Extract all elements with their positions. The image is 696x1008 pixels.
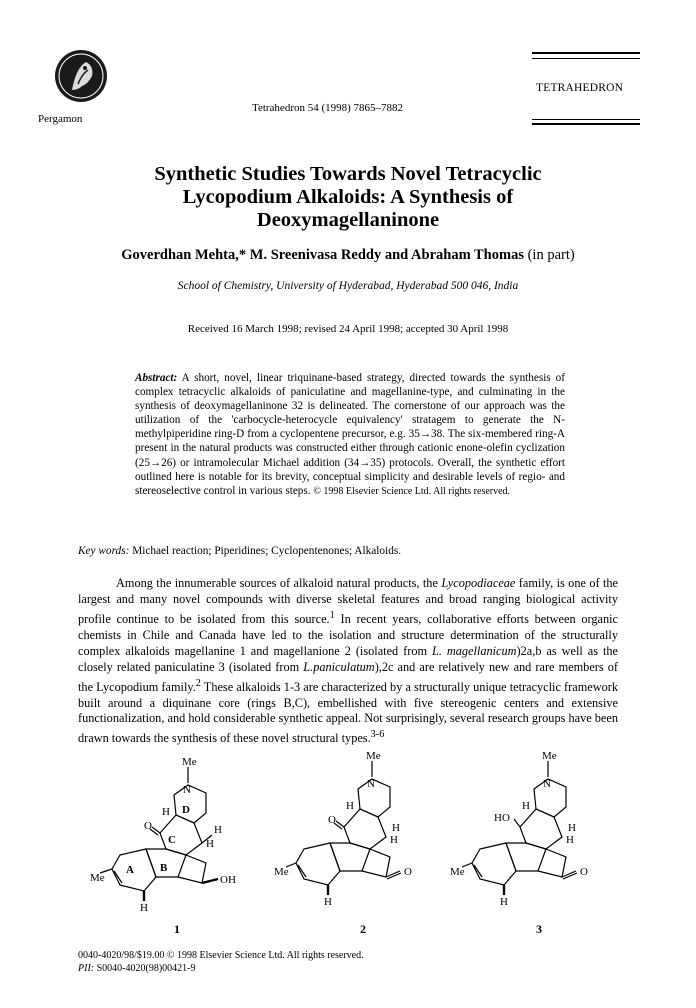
s1-n: N (183, 784, 191, 796)
body-text-d: as well as the closely related paniculatine 3 (isolated from (78, 643, 618, 674)
s1-h4: H (140, 902, 148, 914)
s2-n: N (367, 778, 375, 790)
body-text-f: These alkaloids 1-3 are characterized by a structurally unique tetracyclic framework built around a diquinane core (rings B,C), embellished with five stereogenic centers and extensive functionalization, and hold considerable synthetic appeal. Not surprisingly, several research groups have been drawn towards the synthesis of these novel structural types. (78, 679, 618, 746)
header-rule-top (532, 52, 640, 54)
s2-o1: O (328, 814, 336, 826)
s1-me-n: Me (182, 756, 197, 768)
s3-h4: H (500, 896, 508, 908)
title-line-3: Deoxymagellaninone (256, 209, 440, 231)
s1-ring-d: D (182, 804, 190, 816)
footer-pii-line (78, 962, 364, 975)
footer-pii-label: PII: (78, 963, 95, 974)
s2-h3: H (390, 834, 398, 846)
authors-note: (in part) (527, 247, 575, 263)
body-text-a: Among the innumerable sources of alkaloid natural products, the (116, 576, 442, 590)
body-species-1: L. magellanicum (432, 643, 517, 658)
structure-1 (90, 756, 236, 914)
ref-5: 3-6 (370, 729, 385, 741)
s2-h1: H (346, 800, 354, 812)
keywords-label: Key words: (78, 545, 130, 557)
s1-h3: H (206, 838, 214, 850)
ref-4: 2 (195, 677, 201, 689)
abstract (135, 371, 565, 499)
elsevier-tree-logo (42, 48, 120, 104)
s2-o2: O (404, 866, 412, 878)
structure-3-number: 3 (536, 922, 542, 936)
s3-h2: H (568, 822, 576, 834)
s1-oh: OH (220, 874, 236, 886)
journal-name: TETRAHEDRON (536, 82, 624, 94)
structure-2 (274, 750, 412, 908)
s3-n: N (543, 778, 551, 790)
keywords (78, 545, 401, 557)
received-dates: Received 16 March 1998; revised 24 April 1998; accepted 30 April 1998 (187, 323, 509, 335)
s3-me-n: Me (542, 750, 557, 762)
structure-3 (450, 750, 588, 908)
ref-1: 1 (329, 609, 335, 621)
s3-h3: H (566, 834, 574, 846)
body-text-b: family, is one of the largest and many novel compounds with diverse skeletal features and broad ranging biological activity profile continue to be isolated from this source. (78, 576, 618, 626)
body-family: Lycopodiaceae (441, 576, 516, 590)
body-text-c: In recent years, collaborative efforts between organic chemists in Chile and Canada have led to the isolation and structure determination of the structurally complex alkaloids magellanine 1 and magellanione 2 (isolated from (78, 611, 618, 658)
article-title (70, 163, 626, 232)
s2-me-c: Me (274, 866, 289, 878)
footer-issn: 0040-4020/98/$19.00 © 1998 Elsevier Science Ltd. All rights reserved. (78, 950, 364, 961)
affiliation: School of Chemistry, University of Hyderabad, Hyderabad 500 046, India (177, 280, 519, 292)
footer (78, 949, 364, 975)
abstract-copyright: © 1998 Elsevier Science Ltd. All rights reserved. (313, 485, 511, 497)
body-species-2: L.paniculatum (303, 659, 375, 674)
structure-2-number: 2 (360, 922, 366, 936)
author-list (70, 247, 626, 264)
s1-me-c: Me (90, 872, 105, 884)
keywords-text: Michael reaction; Piperidines; Cyclopentenones; Alkaloids. (132, 545, 402, 557)
ref-3: ),2c (374, 659, 394, 674)
s1-h2: H (214, 824, 222, 836)
s1-h1: H (162, 806, 170, 818)
s2-h4: H (324, 896, 332, 908)
header-rule-bottom-thin (532, 119, 640, 120)
structures-figure (90, 750, 620, 936)
journal-citation: Tetrahedron 54 (1998) 7865–7882 (252, 102, 404, 114)
ref-2: )2a,b (516, 643, 542, 658)
body-text-e: and are relatively new and rare members of the Lycopodium family. (78, 659, 618, 694)
s1-ring-c: C (168, 834, 176, 846)
title-line-1: Synthetic Studies Towards Novel Tetracyclic (154, 163, 542, 185)
title-line-2: Lycopodium Alkaloids: A Synthesis of (182, 186, 514, 208)
s1-ring-a: A (126, 864, 134, 876)
s3-ho: HO (494, 812, 510, 824)
s3-h1: H (522, 800, 530, 812)
s3-me-c: Me (450, 866, 465, 878)
structure-1-number: 1 (174, 922, 180, 936)
s1-ring-b: B (160, 862, 168, 874)
publisher-name: Pergamon (38, 113, 83, 125)
abstract-label: Abstract: (135, 372, 178, 384)
header-rule-top-thin (532, 58, 640, 59)
authors: Goverdhan Mehta,* M. Sreenivasa Reddy and Abraham Thomas (121, 247, 524, 263)
header-rule-bottom (532, 123, 640, 125)
s3-o: O (580, 866, 588, 878)
footer-pii: S0040-4020(98)00421-9 (96, 963, 196, 974)
s2-me-n: Me (366, 750, 381, 762)
s2-h2: H (392, 822, 400, 834)
body-paragraph (78, 576, 618, 747)
abstract-text: A short, novel, linear triquinane-based strategy, directed towards the synthesis of complex tetracyclic alkaloids of paniculatine and magellanine-type, and culminating in the synthesis of deoxymagellaninone 32 is delineated. The cornerstone of our approach was the utilization of the 'carbocycle-heterocycle equivalency' stratagem to generate the N-methylpiperidine ring-D from a cyclopentene precursor, e.g. 35→38. The six-membered ring-A present in the natural products was constructed either through cationic enone-olefin cyclization (25→26) or intramolecular Michael addition (34→35) protocols. Overall, the synthetic effort outlined here is notable for its brevity, conceptual simplicity and desirable levels of regio- and stereoselective control in various steps. (135, 372, 565, 497)
s1-o: O (144, 820, 152, 832)
